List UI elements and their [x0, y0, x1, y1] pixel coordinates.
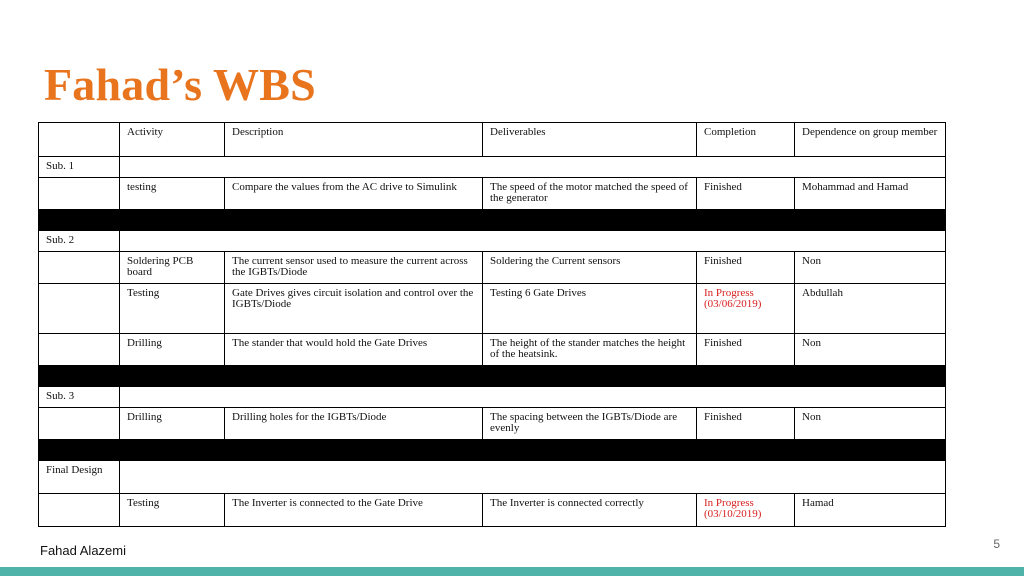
section-label: Sub. 2	[39, 231, 120, 252]
section-label: Sub. 1	[39, 157, 120, 178]
deliverables-cell: Testing 6 Gate Drives	[483, 284, 697, 334]
dependence-cell: Mohammad and Hamad	[795, 178, 946, 210]
table-header-row	[39, 123, 946, 157]
description-cell: The Inverter is connected to the Gate Drive	[225, 494, 483, 527]
dependence-cell: Hamad	[795, 494, 946, 527]
header-dependence: Dependence on group member	[795, 123, 946, 157]
table-row	[39, 252, 946, 284]
description-cell: Gate Drives gives circuit isolation and control over the IGBTs/Diode	[225, 284, 483, 334]
page-number: 5	[993, 537, 1000, 551]
section-row-sub3	[39, 387, 946, 408]
table-row	[39, 408, 946, 440]
activity-cell: Drilling	[120, 334, 225, 366]
deliverables-cell: The speed of the motor matched the speed of the generator	[483, 178, 697, 210]
completion-cell: Finished	[697, 178, 795, 210]
completion-cell: Finished	[697, 252, 795, 284]
separator-bar	[39, 440, 946, 461]
section-row-final	[39, 461, 946, 494]
header-deliverables: Deliverables	[483, 123, 697, 157]
header-description: Description	[225, 123, 483, 157]
table-row	[39, 178, 946, 210]
dependence-cell: Abdullah	[795, 284, 946, 334]
dependence-cell: Non	[795, 252, 946, 284]
completion-cell: Finished	[697, 334, 795, 366]
description-cell: Drilling holes for the IGBTs/Diode	[225, 408, 483, 440]
wbs-table	[38, 122, 946, 527]
table-row	[39, 494, 946, 527]
section-row-sub2	[39, 231, 946, 252]
description-cell: Compare the values from the AC drive to Simulink	[225, 178, 483, 210]
table-row	[39, 334, 946, 366]
slide-title: Fahad’s WBS	[44, 59, 316, 110]
section-label: Sub. 3	[39, 387, 120, 408]
section-label: Final Design	[39, 461, 120, 494]
deliverables-cell: The height of the stander matches the height of the heatsink.	[483, 334, 697, 366]
dependence-cell: Non	[795, 334, 946, 366]
table-row	[39, 284, 946, 334]
separator-bar	[39, 210, 946, 231]
description-cell: The current sensor used to measure the current across the IGBTs/Diode	[225, 252, 483, 284]
activity-cell: Drilling	[120, 408, 225, 440]
header-cell	[39, 123, 120, 157]
description-cell: The stander that would hold the Gate Drives	[225, 334, 483, 366]
completion-cell: Finished	[697, 408, 795, 440]
section-row-sub1	[39, 157, 946, 178]
footer-author: Fahad Alazemi	[40, 543, 126, 558]
header-completion: Completion	[697, 123, 795, 157]
completion-cell-in-progress: In Progress (03/06/2019)	[697, 284, 795, 334]
deliverables-cell: Soldering the Current sensors	[483, 252, 697, 284]
dependence-cell: Non	[795, 408, 946, 440]
activity-cell: Testing	[120, 494, 225, 527]
deliverables-cell: The Inverter is connected correctly	[483, 494, 697, 527]
header-activity: Activity	[120, 123, 225, 157]
activity-cell: Testing	[120, 284, 225, 334]
activity-cell: Soldering PCB board	[120, 252, 225, 284]
separator-bar	[39, 366, 946, 387]
activity-cell: testing	[120, 178, 225, 210]
deliverables-cell: The spacing between the IGBTs/Diode are evenly	[483, 408, 697, 440]
bottom-accent-bar	[0, 567, 1024, 576]
completion-cell-in-progress: In Progress (03/10/2019)	[697, 494, 795, 527]
